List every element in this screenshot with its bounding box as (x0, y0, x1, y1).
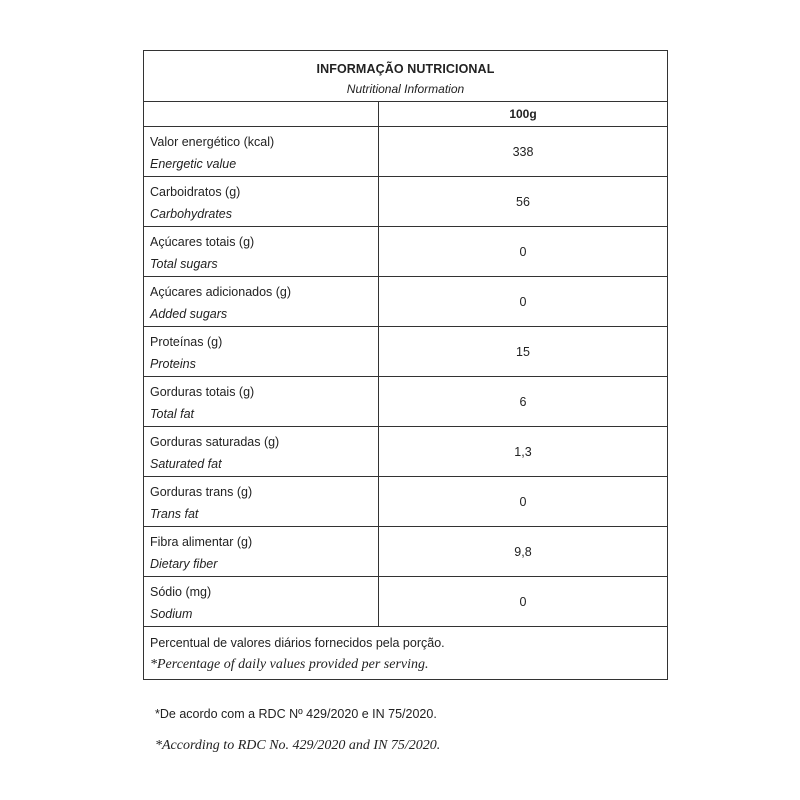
row-label-pt: Açúcares adicionados (g) (150, 285, 292, 299)
row-label (144, 177, 379, 226)
regulation-note-pt: *De acordo com a RDC Nº 429/2020 e IN 75/2020. (155, 707, 437, 721)
row-label-pt: Açúcares totais (g) (150, 235, 255, 249)
row-label-en: Saturated fat (150, 457, 222, 471)
column-header-100g: 100g (509, 107, 537, 121)
table-footnote (144, 627, 667, 673)
row-label (144, 527, 379, 576)
footnote-en: *Percentage of daily values provided per serving. (150, 657, 429, 672)
row-label-en: Trans fat (150, 507, 199, 521)
table-row (144, 477, 667, 527)
table-row (144, 277, 667, 327)
table-row (144, 377, 667, 427)
table-row (144, 427, 667, 477)
regulation-note-en: *According to RDC No. 429/2020 and IN 75/2020. (155, 738, 441, 753)
row-value: 0 (519, 595, 527, 609)
row-label (144, 127, 379, 176)
row-label-pt: Sódio (mg) (150, 585, 212, 599)
table-subtitle: Nutritional Information (346, 82, 465, 96)
row-label (144, 327, 379, 376)
table-row (144, 327, 667, 377)
column-header-row (144, 102, 667, 127)
table-row (144, 127, 667, 177)
row-label-pt: Valor energético (kcal) (150, 135, 275, 149)
row-label-en: Carbohydrates (150, 207, 232, 221)
row-value: 9,8 (514, 545, 532, 559)
nutrition-table (143, 50, 668, 680)
row-value: 0 (519, 245, 527, 259)
row-label-pt: Fibra alimentar (g) (150, 535, 253, 549)
row-label-en: Total sugars (150, 257, 218, 271)
row-label (144, 277, 379, 326)
row-label-en: Added sugars (150, 307, 228, 321)
row-value: 15 (516, 345, 530, 359)
row-label (144, 427, 379, 476)
column-header-empty (144, 102, 379, 126)
table-title: INFORMAÇÃO NUTRICIONAL (316, 62, 495, 76)
row-label-en: Energetic value (150, 157, 237, 171)
row-value: 338 (512, 145, 534, 159)
row-label-pt: Gorduras trans (g) (150, 485, 253, 499)
table-row (144, 177, 667, 227)
row-label-pt: Gorduras saturadas (g) (150, 435, 280, 449)
row-label-pt: Proteínas (g) (150, 335, 223, 349)
row-value: 1,3 (514, 445, 532, 459)
table-row (144, 227, 667, 277)
row-label-en: Dietary fiber (150, 557, 218, 571)
row-label-en: Proteins (150, 357, 196, 371)
row-label (144, 477, 379, 526)
row-label (144, 577, 379, 626)
row-label (144, 377, 379, 426)
row-label-pt: Gorduras totais (g) (150, 385, 255, 399)
row-value: 6 (519, 395, 527, 409)
row-label-pt: Carboidratos (g) (150, 185, 241, 199)
footnote-pt: Percentual de valores diários fornecidos pela porção. (150, 636, 445, 650)
row-value: 0 (519, 495, 527, 509)
table-row (144, 577, 667, 627)
row-label (144, 227, 379, 276)
table-header (144, 51, 667, 102)
table-row (144, 527, 667, 577)
row-label-en: Sodium (150, 607, 193, 621)
row-value: 0 (519, 295, 527, 309)
row-label-en: Total fat (150, 407, 195, 421)
row-value: 56 (516, 195, 530, 209)
